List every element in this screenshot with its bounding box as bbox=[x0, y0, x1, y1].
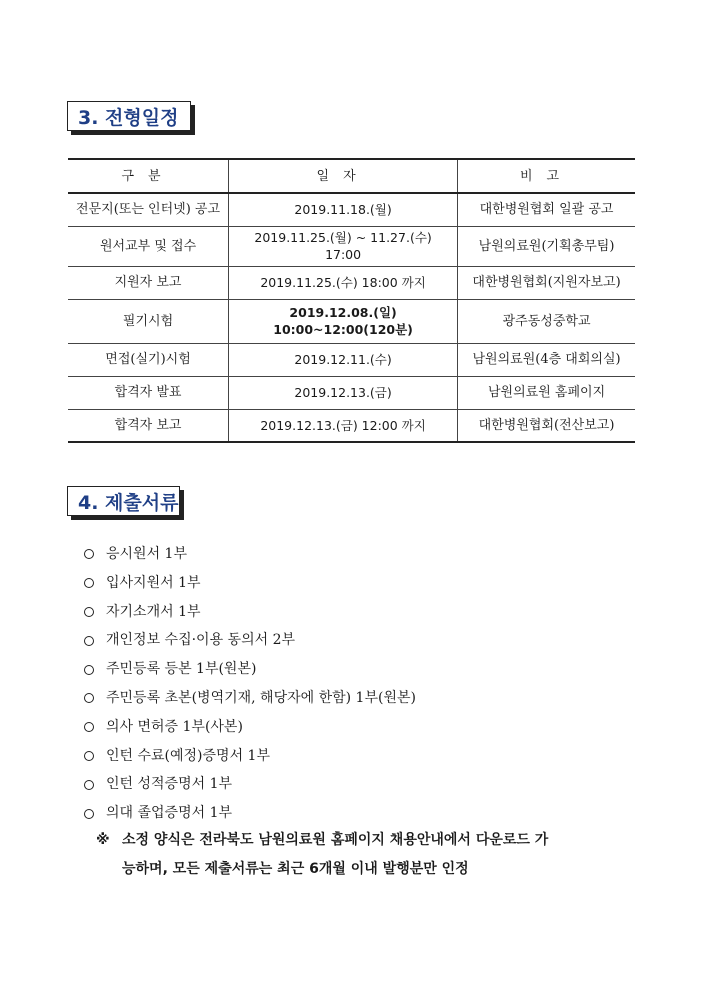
row-date-cell bbox=[229, 226, 458, 266]
row-date: 2019.12.11.(수) bbox=[229, 343, 458, 376]
document-label: 의대 졸업증명서 1부 bbox=[106, 805, 232, 822]
note-line-1: 소정 양식은 전라북도 남원의료원 홈페이지 채용안내에서 다운로드 가 bbox=[122, 832, 549, 848]
row-note: 대한병원협회(전산보고) bbox=[458, 409, 635, 442]
row-category: 전문지(또는 인터넷) 공고 bbox=[68, 193, 229, 226]
document-label: 주민등록 초본(병역기재, 해당자에 한함) 1부(원본) bbox=[106, 689, 416, 706]
row-date-time: 10:00~12:00(120분) bbox=[273, 322, 413, 337]
row-note: 광주동성중학교 bbox=[458, 299, 635, 343]
document-label: 의사 면허증 1부(사본) bbox=[106, 718, 243, 735]
circle-bullet-icon bbox=[84, 665, 94, 675]
circle-bullet-icon bbox=[84, 780, 94, 790]
table-row bbox=[68, 343, 635, 376]
row-note: 남원의료원(기획총무팀) bbox=[458, 226, 635, 266]
row-note: 남원의료원(4층 대회의실) bbox=[458, 343, 635, 376]
table-row bbox=[68, 376, 635, 409]
circle-bullet-icon bbox=[84, 722, 94, 732]
list-item bbox=[84, 799, 416, 828]
section-4-heading bbox=[67, 486, 180, 516]
list-item bbox=[84, 540, 416, 569]
row-category: 원서교부 및 접수 bbox=[68, 226, 229, 266]
circle-bullet-icon bbox=[84, 751, 94, 761]
row-note: 대한병원협회(지원자보고) bbox=[458, 266, 635, 299]
document-label: 주민등록 등본 1부(원본) bbox=[106, 661, 257, 678]
list-item bbox=[84, 713, 416, 742]
row-date-cell bbox=[229, 299, 458, 343]
schedule-table bbox=[68, 158, 635, 443]
table-row bbox=[68, 193, 635, 226]
circle-bullet-icon bbox=[84, 693, 94, 703]
document-label: 입사지원서 1부 bbox=[106, 574, 201, 591]
row-date: 2019.11.25.(수) 18:00 까지 bbox=[229, 266, 458, 299]
row-date: 2019.12.08.(일) bbox=[289, 305, 397, 320]
list-item bbox=[84, 742, 416, 771]
row-category: 합격자 발표 bbox=[68, 376, 229, 409]
section-4-title: 4. 제출서류 bbox=[78, 491, 179, 514]
document-label: 인턴 수료(예정)증명서 1부 bbox=[106, 747, 270, 764]
document-label: 인턴 성적증명서 1부 bbox=[106, 776, 232, 793]
row-category: 합격자 보고 bbox=[68, 409, 229, 442]
table-row bbox=[68, 266, 635, 299]
circle-bullet-icon bbox=[84, 809, 94, 819]
document-label: 응시원서 1부 bbox=[106, 546, 187, 562]
table-row bbox=[68, 299, 635, 343]
note-line-2: 능하며, 모든 제출서류는 최근 6개월 이내 발행분만 인정 bbox=[122, 861, 469, 877]
row-category: 면접(실기)시험 bbox=[68, 343, 229, 376]
circle-bullet-icon bbox=[84, 578, 94, 588]
document-label: 개인정보 수집·이용 동의서 2부 bbox=[106, 632, 295, 649]
row-category: 지원자 보고 bbox=[68, 266, 229, 299]
list-item bbox=[84, 569, 416, 598]
list-item bbox=[84, 684, 416, 713]
row-date-time: 17:00 bbox=[325, 247, 362, 262]
header-date: 일자 bbox=[229, 159, 458, 193]
list-item bbox=[84, 655, 416, 684]
list-item bbox=[84, 598, 416, 627]
circle-bullet-icon bbox=[84, 636, 94, 646]
circle-bullet-icon bbox=[84, 549, 94, 559]
row-category: 필기시험 bbox=[68, 299, 229, 343]
reference-mark: ※ bbox=[96, 832, 110, 848]
section-3-title: 3. 전형일정 bbox=[78, 106, 179, 129]
table-row bbox=[68, 226, 635, 266]
circle-bullet-icon bbox=[84, 607, 94, 617]
row-date: 2019.12.13.(금) bbox=[229, 376, 458, 409]
schedule-header-row bbox=[68, 159, 635, 193]
row-note: 대한병원협회 일괄 공고 bbox=[458, 193, 635, 226]
documents-list bbox=[84, 540, 416, 828]
section-3-heading bbox=[67, 101, 191, 131]
header-note: 비고 bbox=[458, 159, 635, 193]
document-label: 자기소개서 1부 bbox=[106, 603, 201, 620]
row-date: 2019.12.13.(금) 12:00 까지 bbox=[229, 409, 458, 442]
row-note: 남원의료원 홈페이지 bbox=[458, 376, 635, 409]
row-date: 2019.11.18.(월) bbox=[229, 193, 458, 226]
list-item bbox=[84, 626, 416, 655]
header-category: 구분 bbox=[68, 159, 229, 193]
table-row bbox=[68, 409, 635, 442]
list-item bbox=[84, 770, 416, 799]
row-date: 2019.11.25.(월) ~ 11.27.(수) bbox=[254, 230, 432, 245]
